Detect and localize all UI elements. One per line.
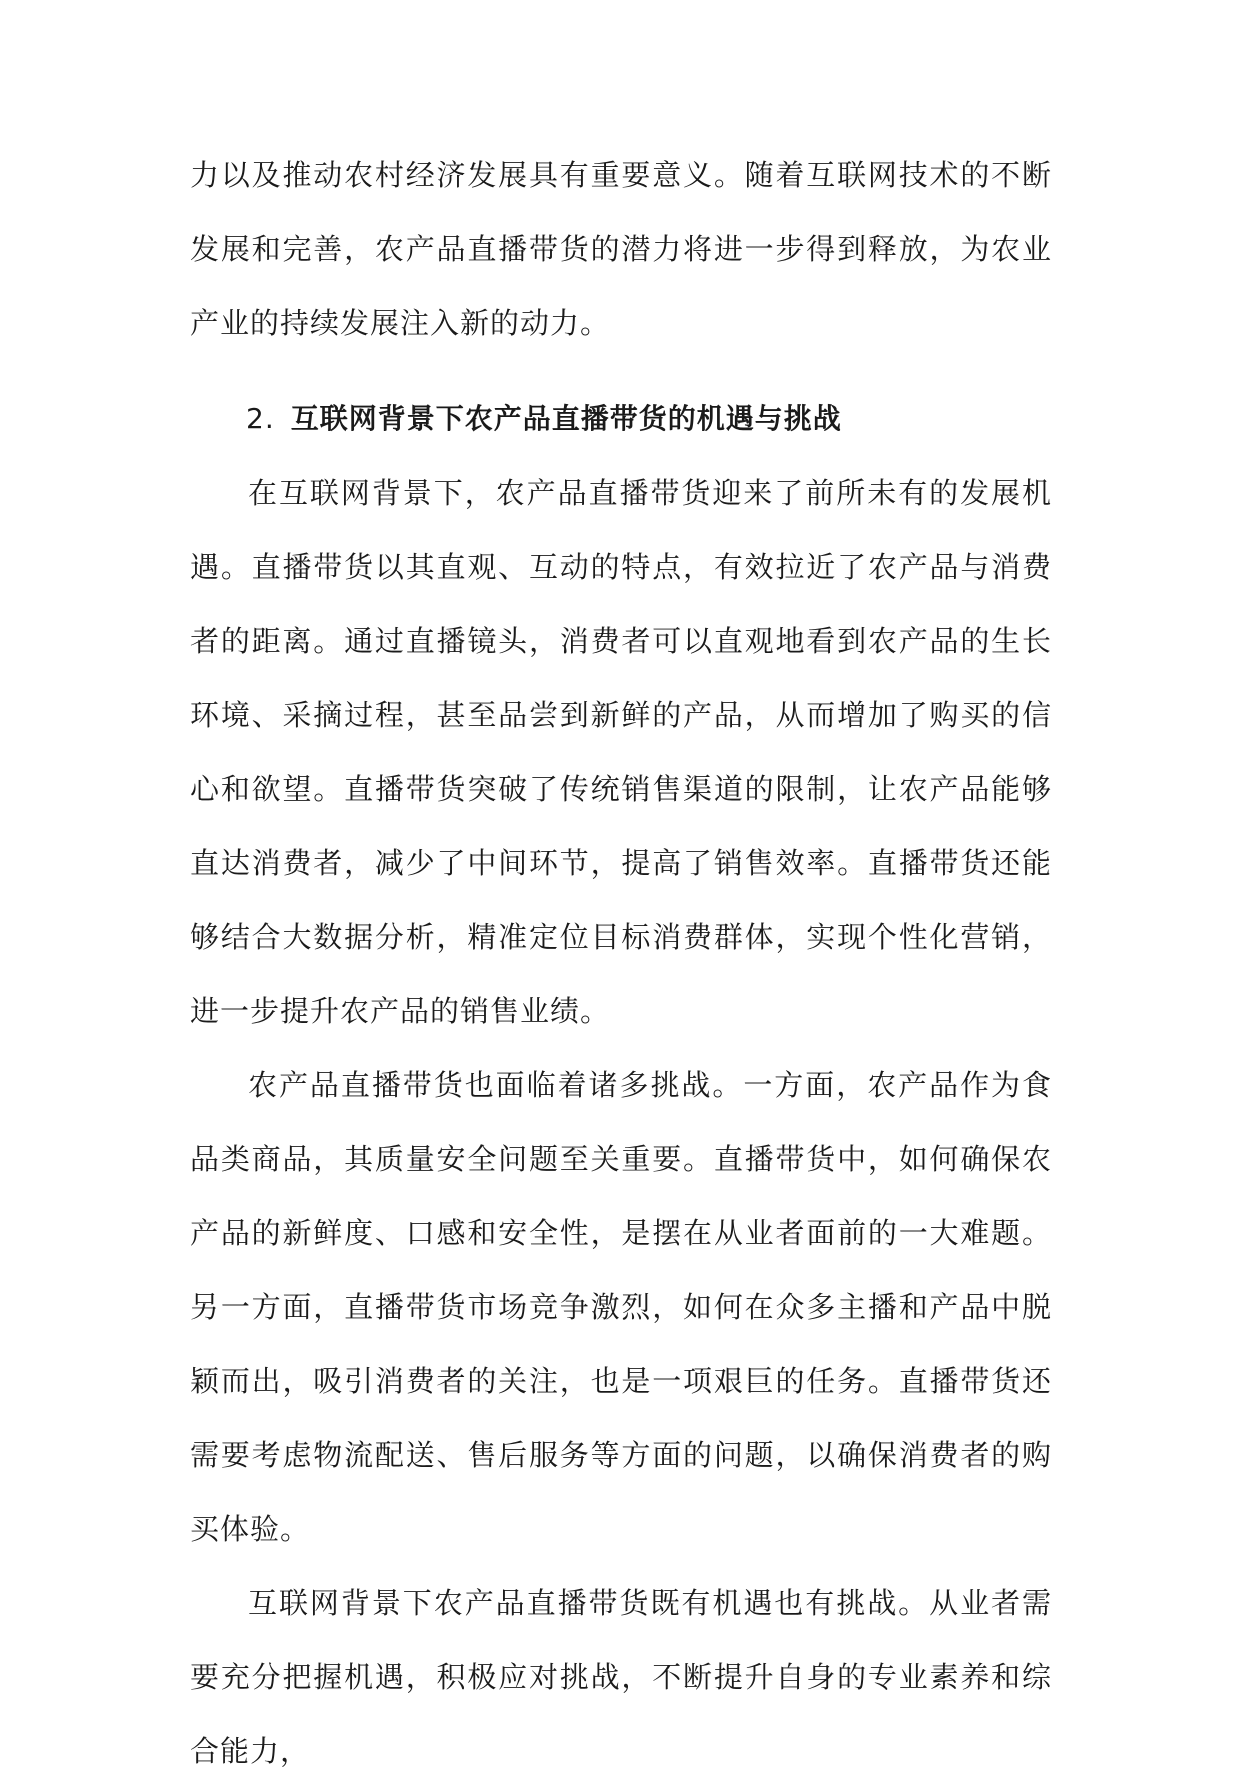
section-number: 2. bbox=[246, 402, 275, 435]
paragraph-conclusion: 互联网背景下农产品直播带货既有机遇也有挑战。从业者需要充分把握机遇，积极应对挑战，不断提升自身的专业素养和综合能力， bbox=[190, 1586, 1052, 1768]
paragraph-continuation: 力以及推动农村经济发展具有重要意义。随着互联网技术的不断发展和完善，农产品直播带货的潜力将进一步得到释放，为农业产业的持续发展注入新的动力。 bbox=[190, 158, 1052, 340]
section-title: 互联网背景下农产品直播带货的机遇与挑战 bbox=[290, 402, 842, 435]
paragraph-challenges: 农产品直播带货也面临着诸多挑战。一方面，农产品作为食品类商品，其质量安全问题至关重要。直播带货中，如何确保农产品的新鲜度、口感和安全性，是摆在从业者面前的一大难题。另一方面，直播带货市场竞争激烈，如何在众多主播和产品中脱颖而出，吸引消费者的关注，也是一项艰巨的任务。直播带货还需要考虑物流配送、售后服务等方面的问题，以确保消费者的购买体验。 bbox=[190, 1068, 1052, 1546]
paragraph-opportunities: 在互联网背景下，农产品直播带货迎来了前所未有的发展机遇。直播带货以其直观、互动的特点，有效拉近了农产品与消费者的距离。通过直播镜头，消费者可以直观地看到农产品的生长环境、采摘过程，甚至品尝到新鲜的产品，从而增加了购买的信心和欲望。直播带货突破了传统销售渠道的限制，让农产品能够直达消费者，减少了中间环节，提高了销售效率。直播带货还能够结合大数据分析，精准定位目标消费群体，实现个性化营销，进一步提升农产品的销售业绩。 bbox=[190, 476, 1052, 1028]
document-body bbox=[190, 138, 1052, 1788]
section-heading bbox=[190, 382, 1052, 456]
